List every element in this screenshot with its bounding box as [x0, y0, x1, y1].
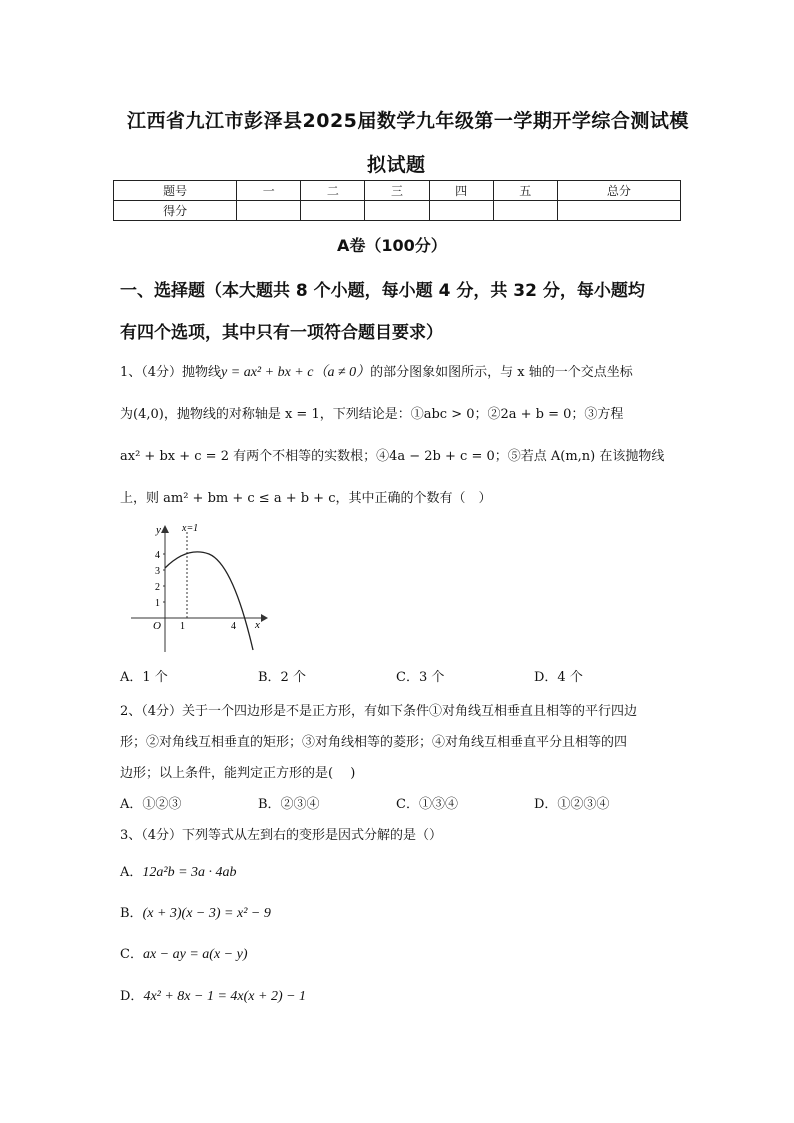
q2-line3: 边形；以上条件，能判定正方形的是( ) [120, 766, 356, 781]
q2-option-d[interactable]: D．①②③④ [534, 797, 610, 812]
score-input-cell[interactable] [301, 201, 365, 221]
parabola-curve [165, 552, 253, 650]
score-header-cell: 二 [301, 181, 365, 201]
q1-formula: y = ax² + bx + c（a ≠ 0） [221, 365, 371, 380]
symmetry-label: x=1 [182, 523, 199, 534]
parabola-graph [125, 518, 270, 658]
score-table-header-row [114, 181, 681, 201]
score-row-label: 得分 [114, 201, 237, 221]
q1-line3: ax² + bx + c = 2 有两个不相等的实数根；④4a − 2b + c = 0；⑤若点 A(m,n) 在该抛物线 [120, 449, 665, 464]
q2-line2: 形；②对角线互相垂直的矩形；③对角线相等的菱形；④对角线互相垂直平分且相等的四 [120, 735, 628, 750]
score-input-cell[interactable] [429, 201, 493, 221]
q2-option-b[interactable]: B．②③④ [258, 797, 320, 812]
q2-option-a[interactable]: A．①②③ [120, 797, 182, 812]
q3-option-d-expr: 4x² + 8x − 1 = 4x(x + 2) − 1 [143, 989, 307, 1004]
x-axis-label: x [255, 619, 260, 631]
q3-line1: 3、（4分）下列等式从左到右的变形是因式分解的是（） [120, 828, 443, 843]
q1-line1-text: 的部分图象如图所示，与 x 轴的一个交点坐标 [370, 365, 633, 380]
score-header-cell: 一 [237, 181, 301, 201]
q3-option-b-label: B． [120, 906, 143, 921]
q1-option-c[interactable]: C．3 个 [396, 670, 445, 685]
score-header-cell: 三 [365, 181, 429, 201]
score-table [113, 180, 681, 221]
x-tick-label: 4 [231, 621, 236, 632]
y-tick-label: 2 [155, 582, 160, 593]
section1-title-line1: 一、选择题（本大题共 8 个小题，每小题 4 分，共 32 分，每小题均 [120, 281, 645, 301]
score-header-cell: 四 [429, 181, 493, 201]
y-axis-label: y [156, 524, 161, 536]
q3-option-d-label: D． [120, 989, 144, 1004]
q1-line2: 为(4,0)，抛物线的对称轴是 x = 1，下列结论是：①abc > 0；②2a + b = 0；③方程 [120, 407, 624, 422]
q1-line4: 上，则 am² + bm + c ≤ a + b + c，其中正确的个数有（ ） [120, 491, 492, 506]
q1-option-a[interactable]: A．1 个 [120, 670, 168, 685]
y-tick-label: 4 [155, 550, 160, 561]
score-header-cell: 总分 [557, 181, 680, 201]
q1-option-d[interactable]: D．4 个 [534, 670, 583, 685]
score-header-cell: 题号 [114, 181, 237, 201]
x-axis-arrow [261, 614, 268, 622]
q3-option-c[interactable] [120, 943, 247, 963]
q3-option-a-expr: 12a²b = 3a · 4ab [142, 865, 237, 880]
y-tick-label: 3 [155, 566, 160, 577]
score-input-cell[interactable] [493, 201, 557, 221]
score-header-cell: 五 [493, 181, 557, 201]
q3-option-c-label: C． [120, 947, 143, 962]
q2-option-c[interactable]: C．①③④ [396, 797, 458, 812]
q1-line1 [120, 361, 633, 381]
q3-option-d[interactable] [120, 985, 306, 1005]
q3-option-a-label: A． [120, 865, 143, 880]
page-title-line2: 拟试题 [367, 154, 426, 176]
score-input-cell[interactable] [237, 201, 301, 221]
y-tick-label: 1 [155, 598, 160, 609]
part-a-title: A卷（100分） [337, 236, 447, 255]
q3-option-c-expr: ax − ay = a(x − y) [142, 947, 248, 962]
q1-number: 1、（4分）抛物线 [120, 365, 222, 380]
q2-line1: 2、（4分）关于一个四边形是不是正方形，有如下条件①对角线互相垂直且相等的平行四边 [120, 704, 638, 719]
section1-title-line2: 有四个选项，其中只有一项符合题目要求） [120, 323, 443, 343]
q3-option-a[interactable] [120, 861, 237, 881]
q3-option-b-expr: (x + 3)(x − 3) = x² − 9 [142, 906, 271, 921]
q1-option-b[interactable]: B．2 个 [258, 670, 306, 685]
y-axis-arrow [161, 525, 169, 533]
score-input-cell[interactable] [365, 201, 429, 221]
score-input-cell[interactable] [557, 201, 680, 221]
q3-option-b[interactable] [120, 902, 271, 922]
page-title-line1: 江西省九江市彭泽县2025届数学九年级第一学期开学综合测试模 [127, 110, 689, 132]
score-table-row [114, 201, 681, 221]
x-tick-label: 1 [180, 621, 185, 632]
origin-label: O [153, 620, 161, 632]
